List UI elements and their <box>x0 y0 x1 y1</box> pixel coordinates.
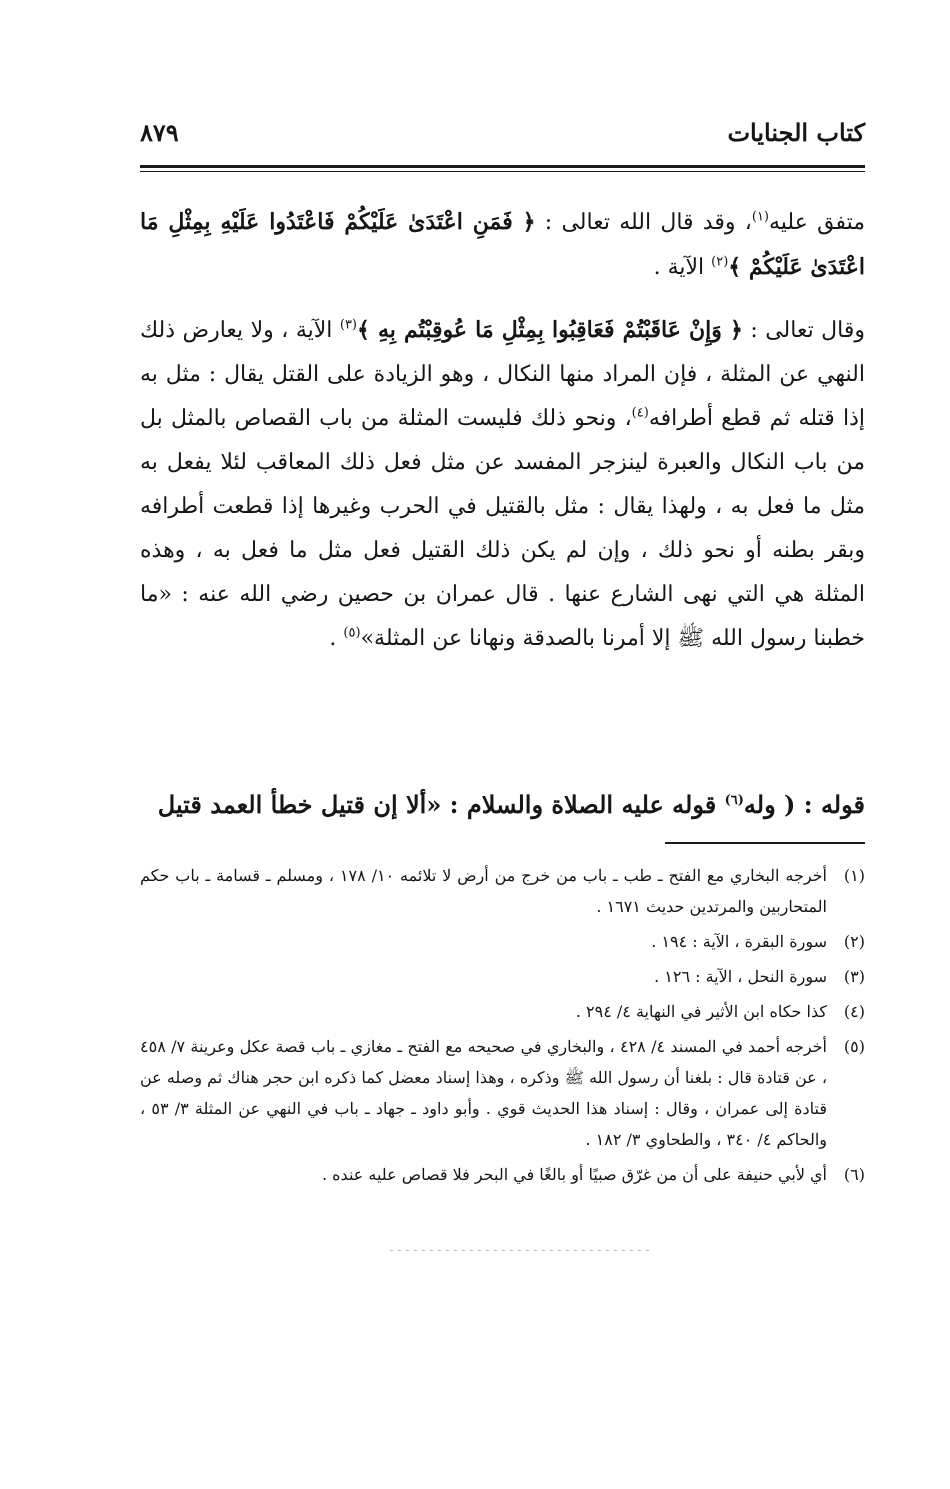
footnote-number: (٦) <box>843 1165 865 1184</box>
footnote-text: أخرجه أحمد في المسند ٤/ ٤٢٨ ، والبخاري في صحيحه مع الفتح ـ مغازي ـ باب قصة عكل وعرينة ٧/ ٤٥٨ ، عن قتادة قال : بلغنا أن رسول الله ﷺ وذكره ، وهذا إسناد معضل كما ذكره ابن حجر هناك ثم وصله عن قتادة إلى عمران ، وقال : إسناد هذا الحديث قوي . وأبو داود ـ جهاد ـ باب في النهي عن المثلة ٣/ ٥٣ ، والحاكم ٤/ ٣٤٠ ، والطحاوي ٣/ ١٨٢ . <box>140 1037 828 1149</box>
footnote-ref: (٣) <box>339 317 357 333</box>
footnote-ref: (٦) <box>724 793 744 808</box>
footnote-ref: (١) <box>751 209 769 225</box>
footnote-text: أخرجه البخاري مع الفتح ـ طب ـ باب من خرج من أرض لا تلائمه ١٠/ ١٧٨ ، ومسلم ـ قسامة ـ باب حكم المتحاربين والمرتدين حديث ١٦٧١ . <box>140 866 827 916</box>
footnote-item <box>140 926 865 957</box>
footnote-number: (٢) <box>843 932 865 951</box>
text-run: قوله عليه الصلاة والسلام : «ألا إن قتيل خطأ العمد قتيل <box>157 790 725 819</box>
paragraph-2 <box>140 308 865 661</box>
text-run: متفق عليه <box>769 210 865 235</box>
footnote-separator <box>665 842 865 844</box>
scan-artifact <box>390 1250 650 1251</box>
section-heading <box>140 790 865 819</box>
footnote-item <box>140 1159 865 1190</box>
footnote-number: (٥) <box>843 1037 865 1056</box>
footnote-ref: (٢) <box>711 254 729 270</box>
main-text <box>140 200 865 679</box>
footnotes <box>140 860 865 1194</box>
footnote-ref: (٤) <box>631 405 649 421</box>
header-rule-thick <box>140 165 865 168</box>
page-number: ٨٧٩ <box>140 118 179 147</box>
chapter-title: كتاب الجنايات <box>727 118 865 147</box>
footnote-item <box>140 961 865 992</box>
text-run: ، ونحو ذلك فليست المثلة من باب القصاص بالمثل بل من باب النكال والعبرة لينزجر المفسد عن مثل فعل ذلك المعاقب لئلا يفعل به مثل ما فعل به ، ولهذا يقال : مثل بالقتيل في الحرب وغيرها إذا قطعت أطرافه وبقر بطنه أو نحو ذلك ، وإن لم يكن ذلك القتيل فعل مثل ما فعل به ، وهذه المثلة هي التي نهى الشارع عنها . قال عمران بن حصين رضي الله عنه : «ما خطبنا رسول الله ﷺ إلا أمرنا بالصدقة ونهانا عن المثلة» <box>140 406 865 651</box>
footnote-text: كذا حكاه ابن الأثير في النهاية ٤/ ٢٩٤ . <box>575 1002 827 1021</box>
text-run: الآية . <box>653 255 712 280</box>
footnote-item <box>140 1031 865 1155</box>
text-run: . <box>329 626 344 651</box>
quran-verse: ﴿ وَإِنْ عَاقَبْتُمْ فَعَاقِبُوا بِمِثْلِ مَا عُوقِبْتُم بِهِ ﴾ <box>357 317 743 343</box>
text-run: قوله : ( وله <box>743 790 865 819</box>
running-header <box>140 118 865 158</box>
quran-verse: ﴿ فَمَنِ اعْتَدَىٰ عَلَيْكُمْ فَاعْتَدُوا عَلَيْهِ بِمِثْلِ مَا اعْتَدَىٰ عَلَيْكُمْ ﴾ <box>140 209 865 280</box>
header-rule-thin <box>140 171 865 172</box>
footnote-number: (٣) <box>843 967 865 986</box>
footnote-text: سورة البقرة ، الآية : ١٩٤ . <box>651 932 827 951</box>
text-run: ، وقد قال الله تعالى : <box>535 210 752 235</box>
paragraph-1 <box>140 200 865 290</box>
text-run: وقال تعالى : <box>742 318 865 343</box>
footnote-item <box>140 996 865 1027</box>
footnote-number: (٤) <box>843 1002 865 1021</box>
footnote-ref: (٥) <box>343 625 361 641</box>
text-run: الآية ، ولا يعارض ذلك النهي عن المثلة ، فإن المراد منها النكال ، وهو الزيادة على القتل يقال : مثل به إذا قتله ثم قطع أطرافه <box>140 318 865 431</box>
footnote-number: (١) <box>843 866 865 885</box>
footnote-text: أي لأبي حنيفة على أن من غرّق صبيًا أو بالغًا في البحر فلا قصاص عليه عنده . <box>321 1165 827 1184</box>
footnote-text: سورة النحل ، الآية : ١٢٦ . <box>654 967 827 986</box>
footnote-item <box>140 860 865 922</box>
